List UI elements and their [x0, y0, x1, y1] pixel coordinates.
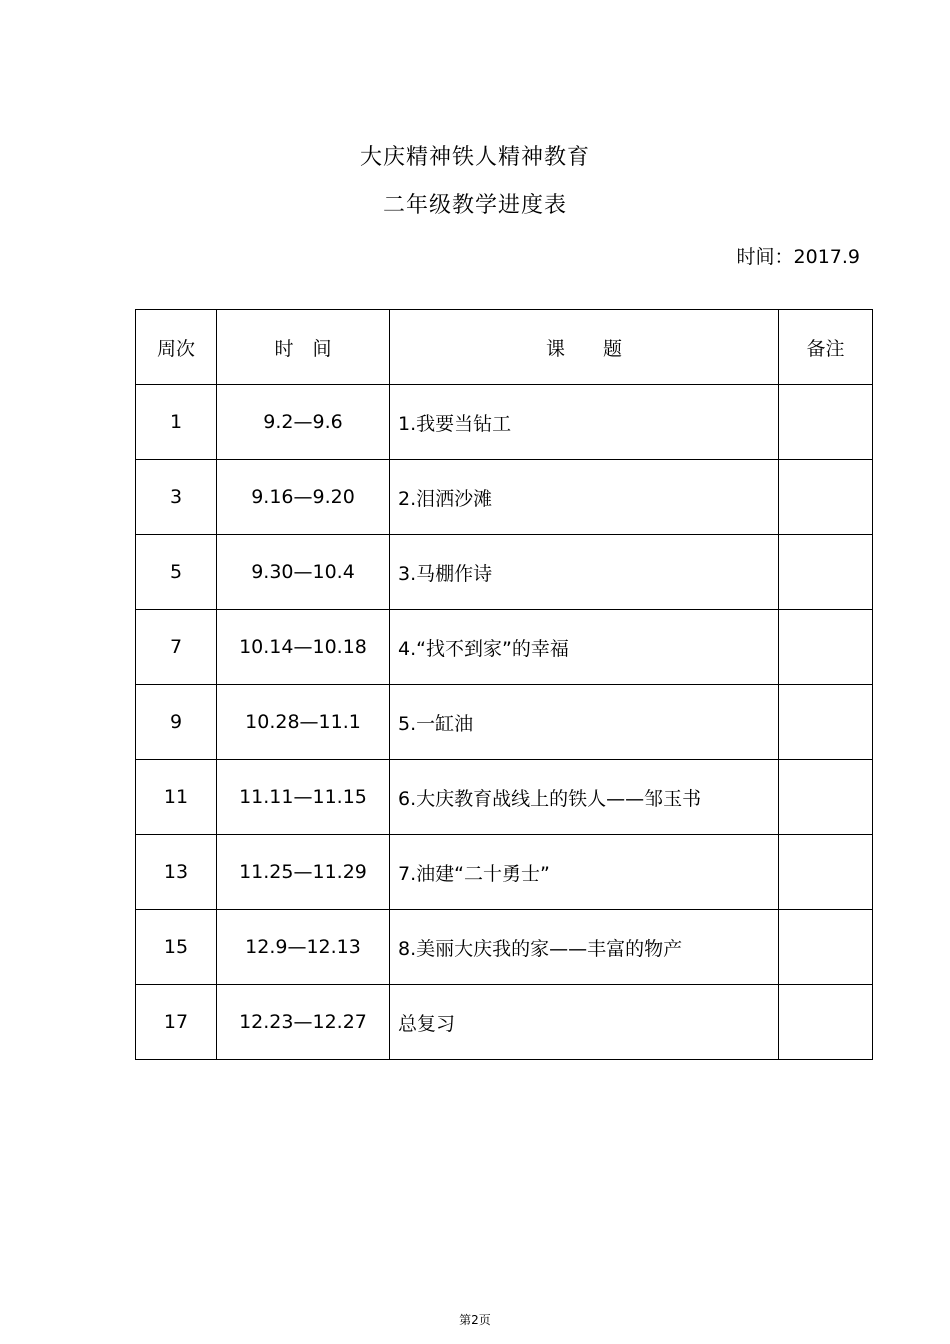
cell-time: 9.16—9.20: [217, 460, 390, 535]
cell-note: [779, 685, 873, 760]
cell-topic: 4.“找不到家”的幸福: [390, 610, 779, 685]
cell-time: 9.2—9.6: [217, 385, 390, 460]
cell-note: [779, 610, 873, 685]
page-number: 第2页: [459, 1313, 491, 1327]
cell-week: 17: [136, 985, 217, 1060]
cell-time: 10.14—10.18: [217, 610, 390, 685]
date-line: [737, 242, 861, 269]
cell-topic: 3.马棚作诗: [390, 535, 779, 610]
cell-time: 11.25—11.29: [217, 835, 390, 910]
cell-week: 9: [136, 685, 217, 760]
table-row: [136, 835, 873, 910]
table-row: [136, 685, 873, 760]
cell-note: [779, 760, 873, 835]
header-week: 周次: [136, 310, 217, 385]
table-row: [136, 610, 873, 685]
date-value: 2017.9: [793, 246, 860, 268]
cell-topic: 5.一缸油: [390, 685, 779, 760]
cell-time: 12.23—12.27: [217, 985, 390, 1060]
cell-note: [779, 460, 873, 535]
cell-topic: 2.泪洒沙滩: [390, 460, 779, 535]
table-row: [136, 385, 873, 460]
cell-week: 13: [136, 835, 217, 910]
cell-time: 11.11—11.15: [217, 760, 390, 835]
table-header-row: [136, 310, 873, 385]
cell-note: [779, 535, 873, 610]
cell-week: 15: [136, 910, 217, 985]
header-time: 时 间: [217, 310, 390, 385]
table-row: [136, 760, 873, 835]
cell-note: [779, 910, 873, 985]
cell-topic: 8.美丽大庆我的家——丰富的物产: [390, 910, 779, 985]
document-subtitle: 二年级教学进度表: [382, 193, 567, 218]
table-row: [136, 985, 873, 1060]
cell-time: 9.30—10.4: [217, 535, 390, 610]
cell-note: [779, 385, 873, 460]
cell-week: 3: [136, 460, 217, 535]
schedule-table: [135, 309, 873, 1060]
cell-week: 7: [136, 610, 217, 685]
cell-note: [779, 835, 873, 910]
cell-week: 1: [136, 385, 217, 460]
cell-note: [779, 985, 873, 1060]
header-note: 备注: [779, 310, 873, 385]
cell-week: 5: [136, 535, 217, 610]
document-title: 大庆精神铁人精神教育: [359, 145, 590, 170]
table-row: [136, 460, 873, 535]
cell-time: 10.28—11.1: [217, 685, 390, 760]
cell-week: 11: [136, 760, 217, 835]
table-row: [136, 910, 873, 985]
cell-topic: 1.我要当钻工: [390, 385, 779, 460]
header-topic: 课 题: [390, 310, 779, 385]
date-label: 时间：: [736, 246, 794, 268]
cell-topic: 总复习: [390, 985, 779, 1060]
cell-topic: 6.大庆教育战线上的铁人——邹玉书: [390, 760, 779, 835]
cell-time: 12.9—12.13: [217, 910, 390, 985]
table-row: [136, 535, 873, 610]
cell-topic: 7.油建“二十勇士”: [390, 835, 779, 910]
